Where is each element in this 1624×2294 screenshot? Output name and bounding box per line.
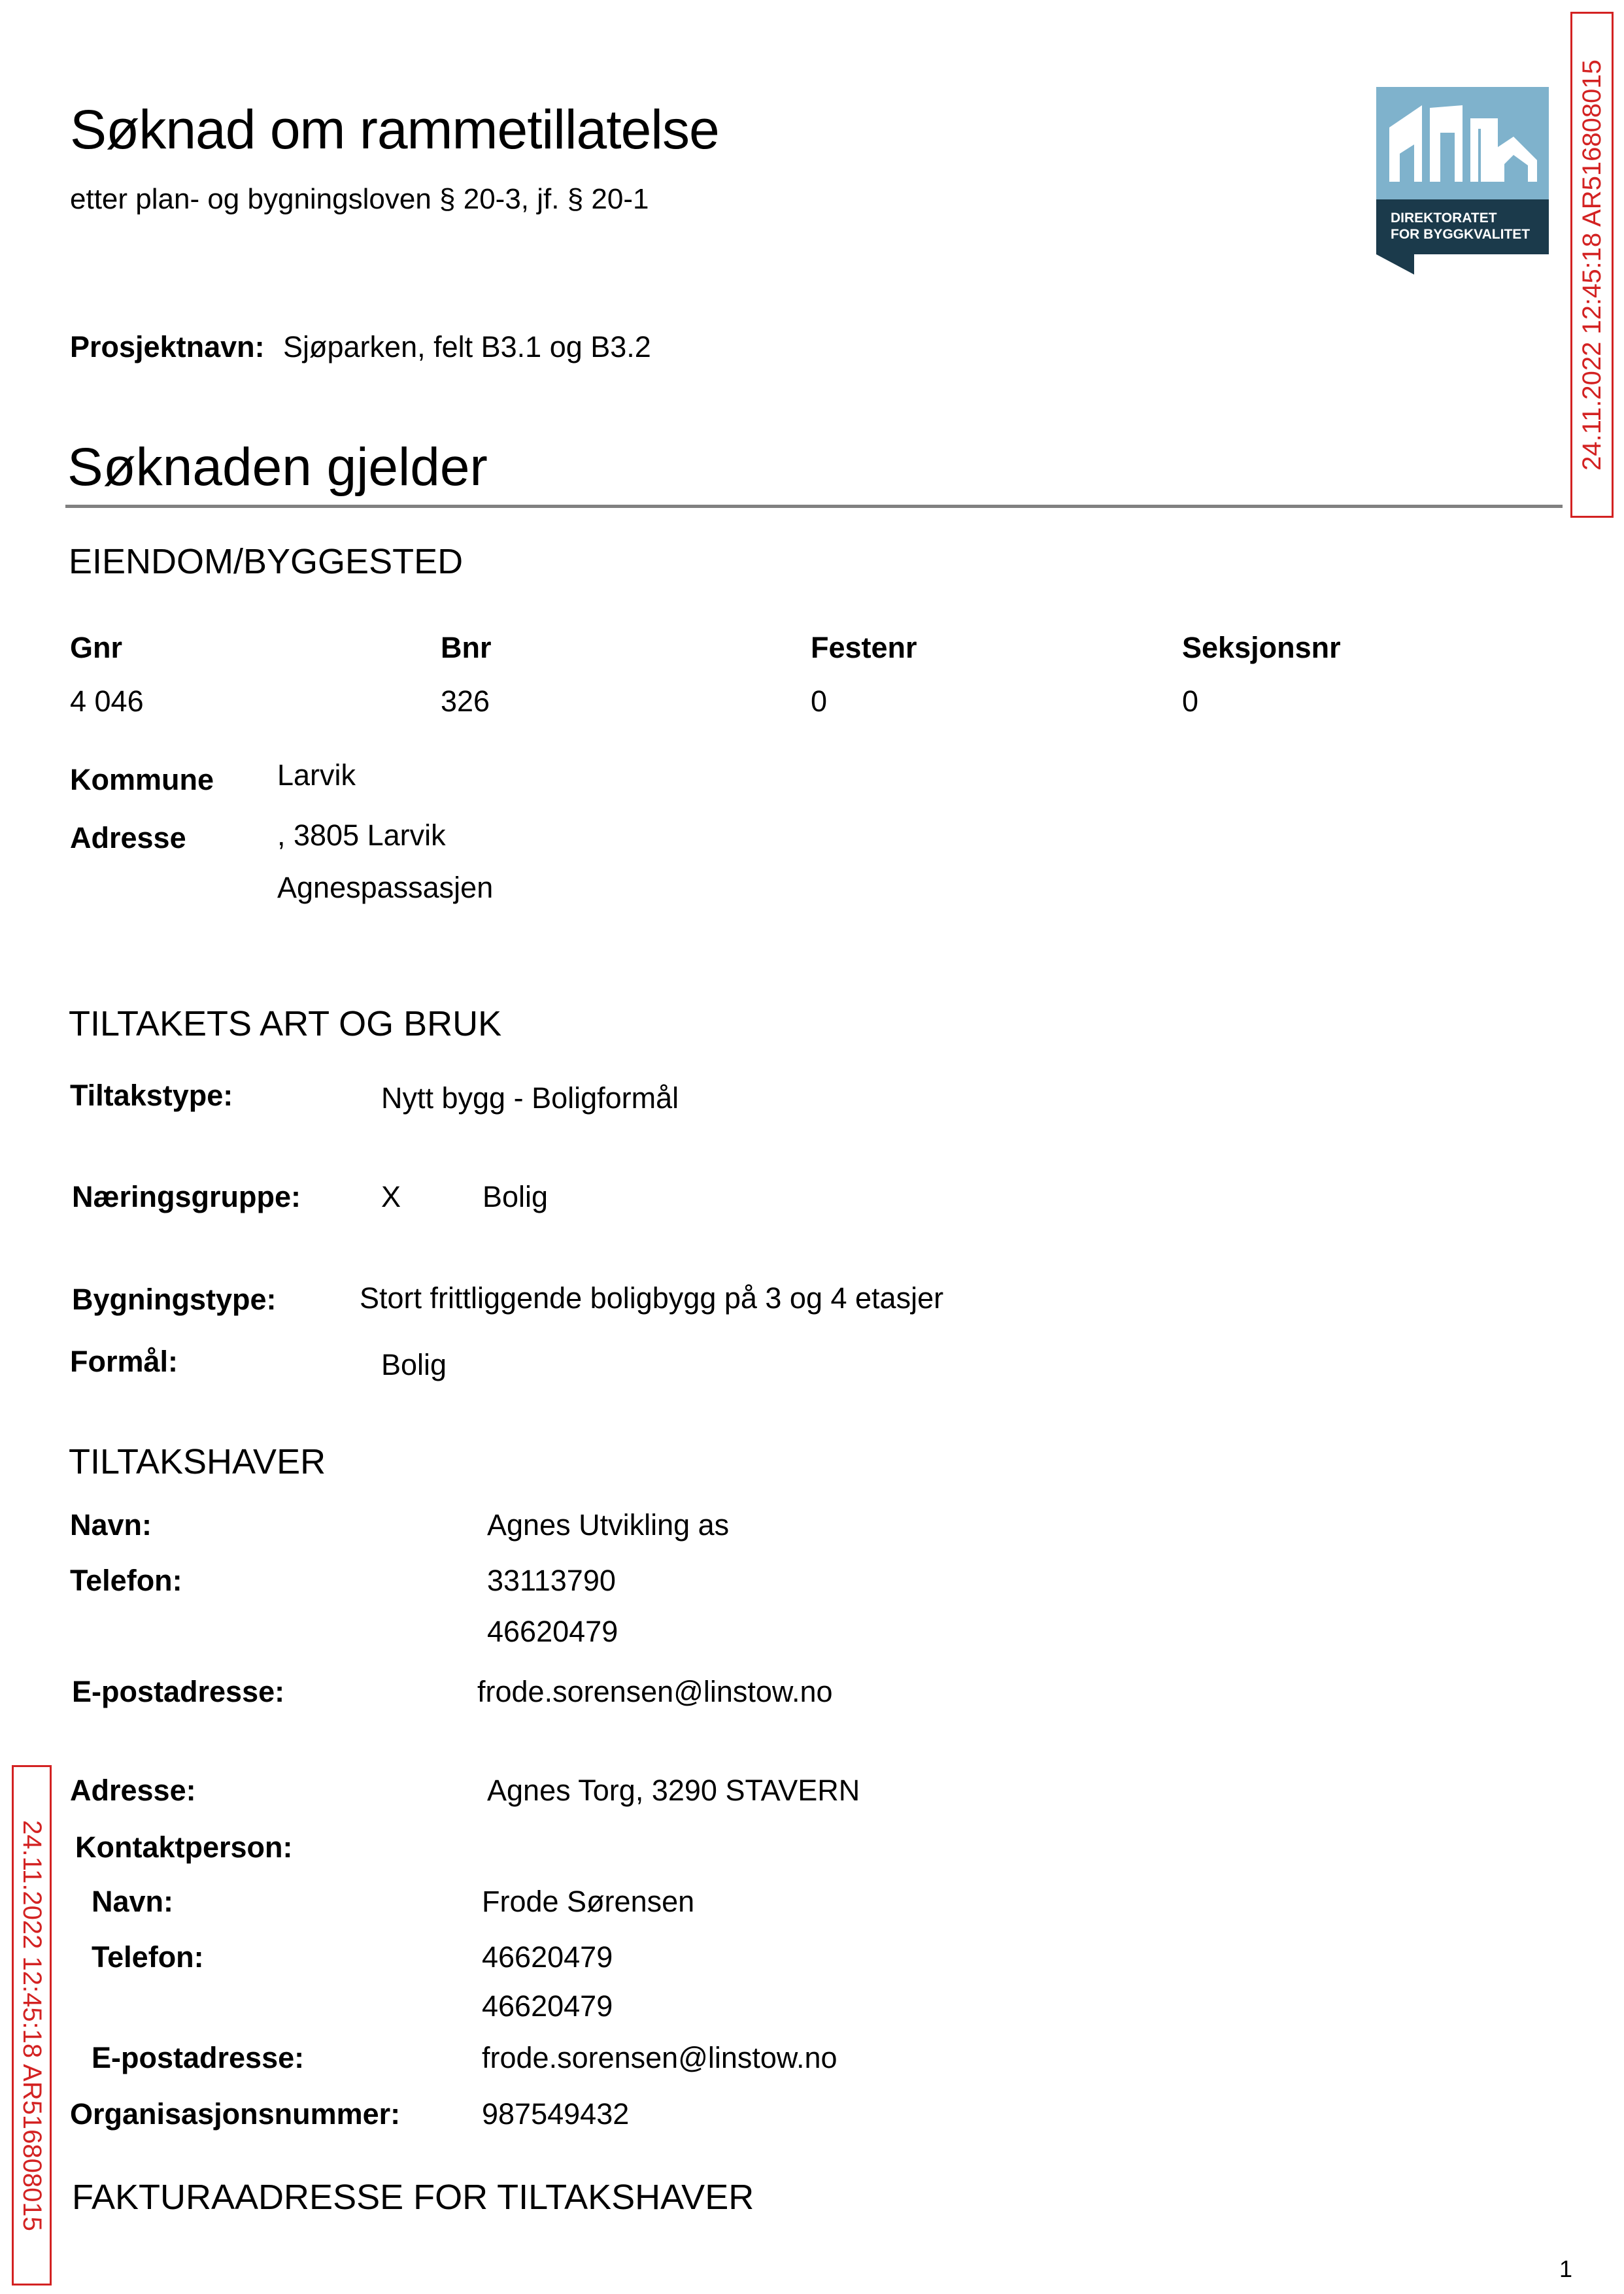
section-eiendom-heading: EIENDOM/BYGGESTED — [69, 542, 464, 581]
tiltakshaver-telefon-2: 46620479 — [487, 1615, 618, 1648]
timestamp-stamp-text: 24.11.2022 12:45:18 AR516808015 — [1577, 59, 1606, 471]
naeringsgruppe-code: X — [381, 1180, 401, 1213]
adresse-label: Adresse — [70, 821, 186, 854]
timestamp-stamp-text: 24.11.2022 12:45:18 AR516808015 — [18, 1819, 47, 2231]
formal-value: Bolig — [381, 1348, 447, 1381]
kontaktperson-label: Kontaktperson: — [75, 1830, 293, 1864]
tiltakshaver-epost-value: frode.sorensen@linstow.no — [477, 1675, 833, 1708]
tiltakshaver-epost-label: E-postadresse: — [72, 1675, 285, 1708]
section-faktura-heading: FAKTURAADRESSE FOR TILTAKSHAVER — [72, 2178, 754, 2217]
bygningstype-value: Stort frittliggende boligbygg på 3 og 4 etasjer — [360, 1281, 944, 1315]
festenr-value: 0 — [811, 684, 828, 718]
heading-rule — [65, 505, 1563, 508]
tiltakstype-label: Tiltakstype: — [70, 1079, 233, 1112]
dibk-logo-graphic — [1376, 87, 1549, 275]
kontakt-epost-value: frode.sorensen@linstow.no — [482, 2041, 837, 2074]
tiltakshaver-adresse-value: Agnes Torg, 3290 STAVERN — [487, 1774, 860, 1807]
kontakt-navn-value: Frode Sørensen — [482, 1885, 695, 1918]
document-subtitle: etter plan- og bygningsloven § 20-3, jf. § 20-1 — [70, 183, 649, 215]
tiltakshaver-adresse-label: Adresse: — [70, 1774, 196, 1807]
formal-label: Formål: — [70, 1345, 178, 1378]
timestamp-stamp-top — [1570, 12, 1614, 518]
kontakt-telefon-2: 46620479 — [482, 1989, 613, 2023]
project-value: Sjøparken, felt B3.1 og B3.2 — [283, 330, 651, 363]
kontakt-telefon-1: 46620479 — [482, 1940, 613, 1974]
logo-line2: FOR BYGGKVALITET — [1391, 227, 1531, 242]
bnr-label: Bnr — [441, 631, 492, 664]
adresse-line2: Agnespassasjen — [277, 871, 494, 904]
bnr-value: 326 — [441, 684, 490, 718]
gnr-label: Gnr — [70, 631, 123, 664]
bygningstype-label: Bygningstype: — [72, 1283, 277, 1316]
adresse-line1: , 3805 Larvik — [277, 818, 446, 852]
tiltakshaver-telefon-label: Telefon: — [70, 1564, 182, 1597]
kontakt-navn-label: Navn: — [92, 1885, 174, 1918]
orgnr-label: Organisasjonsnummer: — [70, 2097, 401, 2131]
dibk-logo — [1376, 87, 1549, 275]
kontakt-epost-label: E-postadresse: — [92, 2041, 305, 2074]
timestamp-stamp-bottom — [12, 1765, 52, 2286]
naeringsgruppe-label: Næringsgruppe: — [72, 1180, 301, 1213]
kommune-value: Larvik — [277, 758, 356, 792]
gnr-value: 4 046 — [70, 684, 144, 718]
project-label: Prosjektnavn: — [70, 330, 265, 363]
tiltakshaver-navn-value: Agnes Utvikling as — [487, 1508, 730, 1542]
document-title: Søknad om rammetillatelse — [70, 99, 719, 160]
page-number: 1 — [1559, 2255, 1573, 2282]
naeringsgruppe-value: Bolig — [482, 1180, 549, 1213]
tiltakshaver-telefon-1: 33113790 — [487, 1564, 616, 1597]
section-tiltak-heading: TILTAKETS ART OG BRUK — [69, 1004, 502, 1043]
seksjonsnr-value: 0 — [1182, 684, 1199, 718]
kontakt-telefon-label: Telefon: — [92, 1940, 204, 1974]
festenr-label: Festenr — [811, 631, 917, 664]
section-tiltakshaver-heading: TILTAKSHAVER — [69, 1442, 326, 1481]
orgnr-value: 987549432 — [482, 2097, 630, 2131]
seksjonsnr-label: Seksjonsnr — [1182, 631, 1341, 664]
logo-line1: DIREKTORATET — [1391, 211, 1497, 226]
kommune-label: Kommune — [70, 763, 214, 796]
tiltakshaver-navn-label: Navn: — [70, 1508, 152, 1542]
tiltakstype-value: Nytt bygg - Boligformål — [381, 1081, 679, 1115]
section-heading-soknaden: Søknaden gjelder — [67, 437, 488, 497]
